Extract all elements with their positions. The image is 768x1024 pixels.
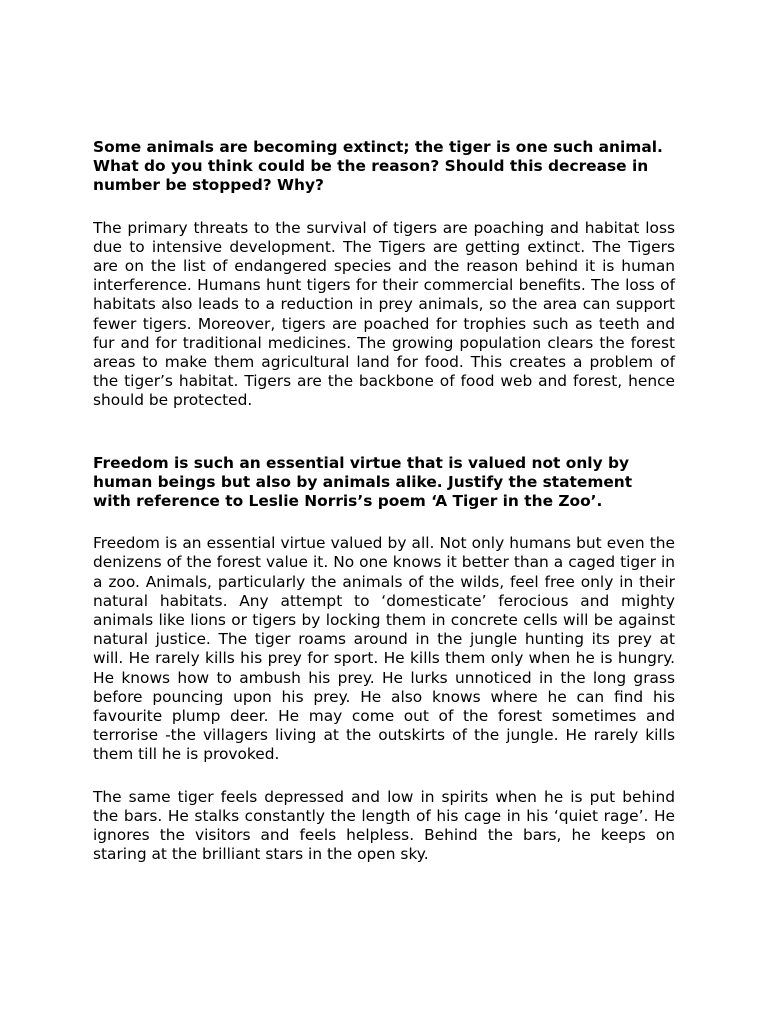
question-1: Some animals are becoming extinct; the tiger is one such animal. What do you think could be the reason? Should this decrease in number be stopped? Why? [93, 138, 663, 195]
document-page [93, 138, 675, 865]
answer-2-paragraph-2: The same tiger feels depressed and low in spirits when he is put behind the bars. He stalks constantly the length of his cage in his ‘quiet rage’. He ignores the visitors and feels helpless. Behind the bars, he keeps on staring at the brilliant stars in the open sky. [93, 787, 675, 864]
answer-2-paragraph-1: Freedom is an essential virtue valued by all. Not only humans but even the denizens of the forest value it. No one knows it better than a caged tiger in a zoo. Animals, particularly the animals of the wilds, feel free only in their natural habitats. Any attempt to ‘domesticate’ ferocious and mighty animals like lions or tigers by locking them in concrete cells will be against natural justice. The tiger roams around in the jungle hunting its prey at will. He rarely kills his prey for sport. He kills them only when he is hungry. He knows how to ambush his prey. He lurks unnoticed in the long grass before pouncing upon his prey. He also knows where he can find his favourite plump deer. He may come out of the forest sometimes and terrorise -the villagers living at the outskirts of the jungle. He rarely kills them till he is provoked. [93, 534, 675, 764]
question-2: Freedom is such an essential virtue that is valued not only by human beings but also by animals alike. Justify the statement with reference to Leslie Norris’s poem ‘A Tiger in the Zoo’. [93, 453, 633, 511]
answer-1: The primary threats to the survival of tigers are poaching and habitat loss due to intensive development. The Tigers are getting extinct. The Tigers are on the list of endangered species and the reason behind it is human interference. Humans hunt tigers for their commercial benefits. The loss of habitats also leads to a reduction in prey animals, so the area can support fewer tigers. Moreover, tigers are poached for trophies such as teeth and fur and for traditional medicines. The growing population clears the forest areas to make them agricultural land for food. This creates a problem of the tiger’s habitat. Tigers are the backbone of food web and forest, hence should be protected. [93, 218, 675, 410]
